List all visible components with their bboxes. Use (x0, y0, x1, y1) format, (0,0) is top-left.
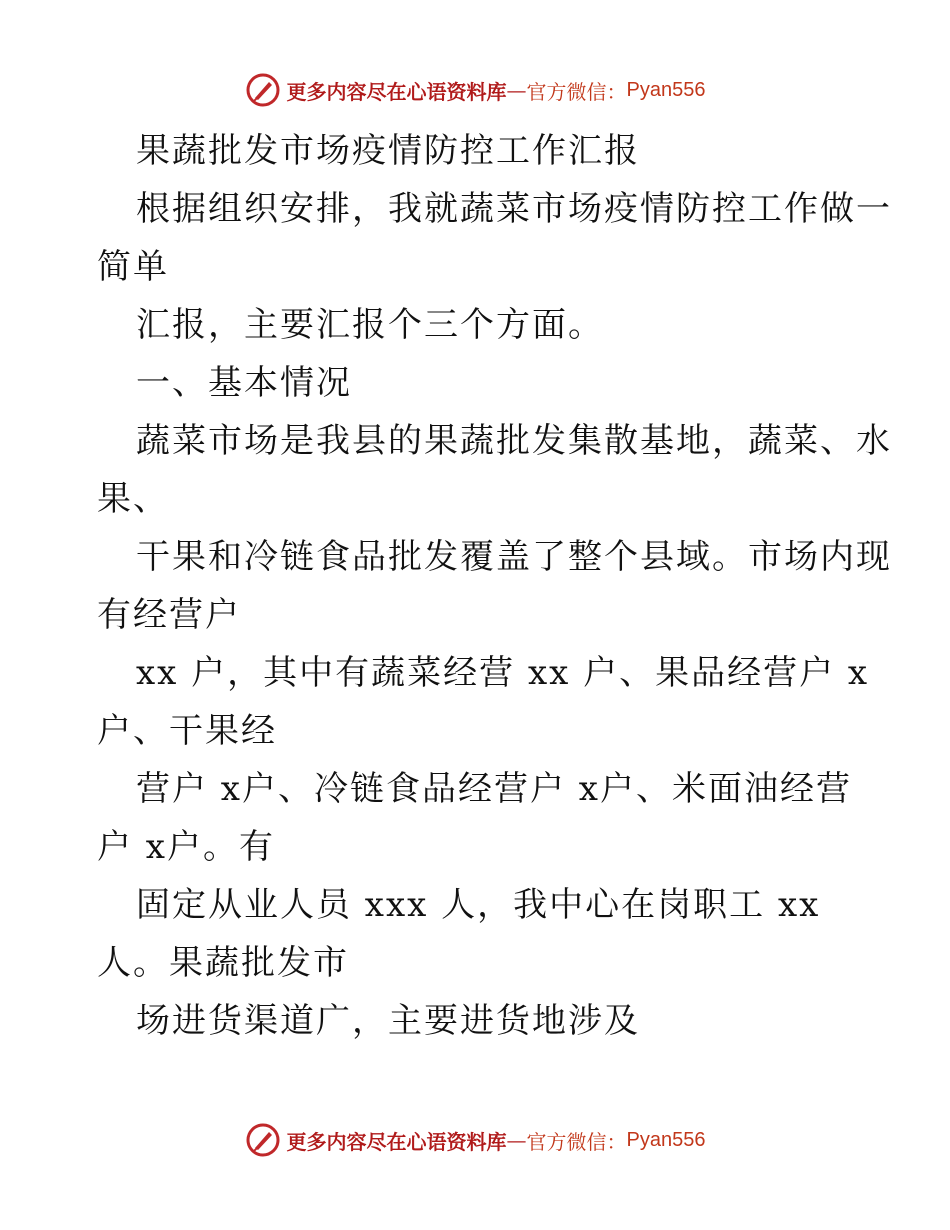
banner-wechat-id: Pyan556 (626, 1128, 706, 1151)
text-line: 汇报，主要汇报个三个方面。 (136, 305, 604, 345)
banner-sub-text: 官方微信： (526, 79, 627, 104)
quill-logo-icon (245, 1122, 281, 1158)
text-line: 固定从业人员 xxx 人，我中心在岗职工 xx (136, 885, 821, 925)
banner-main-text: 更多内容尽在心语资料库 (286, 79, 507, 104)
footer-banner (0, 1118, 950, 1162)
text-line: 果、 (97, 479, 169, 519)
text-line: 营户 x户、冷链食品经营户 x户、米面油经营 (136, 769, 852, 809)
text-line: 户 x户。有 (97, 827, 275, 867)
text-line: 有经营户 (97, 595, 241, 635)
banner-separator: — (506, 78, 527, 102)
text-line: 一、基本情况 (136, 363, 352, 403)
text-line: 人。果蔬批发市 (97, 943, 349, 983)
text-line: 根据组织安排，我就蔬菜市场疫情防控工作做一 (136, 189, 892, 229)
text-line: 场进货渠道广，主要进货地涉及 (136, 1001, 640, 1041)
banner-main-text: 更多内容尽在心语资料库 (286, 1129, 507, 1154)
banner-sub-text: 官方微信： (526, 1129, 627, 1154)
banner-separator: — (506, 1128, 527, 1152)
document-body (97, 122, 892, 1050)
quill-logo-icon (245, 72, 281, 108)
text-line: 干果和冷链食品批发覆盖了整个县域。市场内现 (136, 537, 892, 577)
header-banner (0, 68, 950, 112)
banner-wechat-id: Pyan556 (626, 78, 706, 101)
document-title: 果蔬批发市场疫情防控工作汇报 (136, 131, 640, 171)
text-line: xx 户，其中有蔬菜经营 xx 户、果品经营户 x (136, 653, 870, 693)
text-line: 户、干果经 (97, 711, 277, 751)
text-line: 简单 (97, 247, 169, 287)
text-line: 蔬菜市场是我县的果蔬批发集散基地，蔬菜、水 (136, 421, 892, 461)
